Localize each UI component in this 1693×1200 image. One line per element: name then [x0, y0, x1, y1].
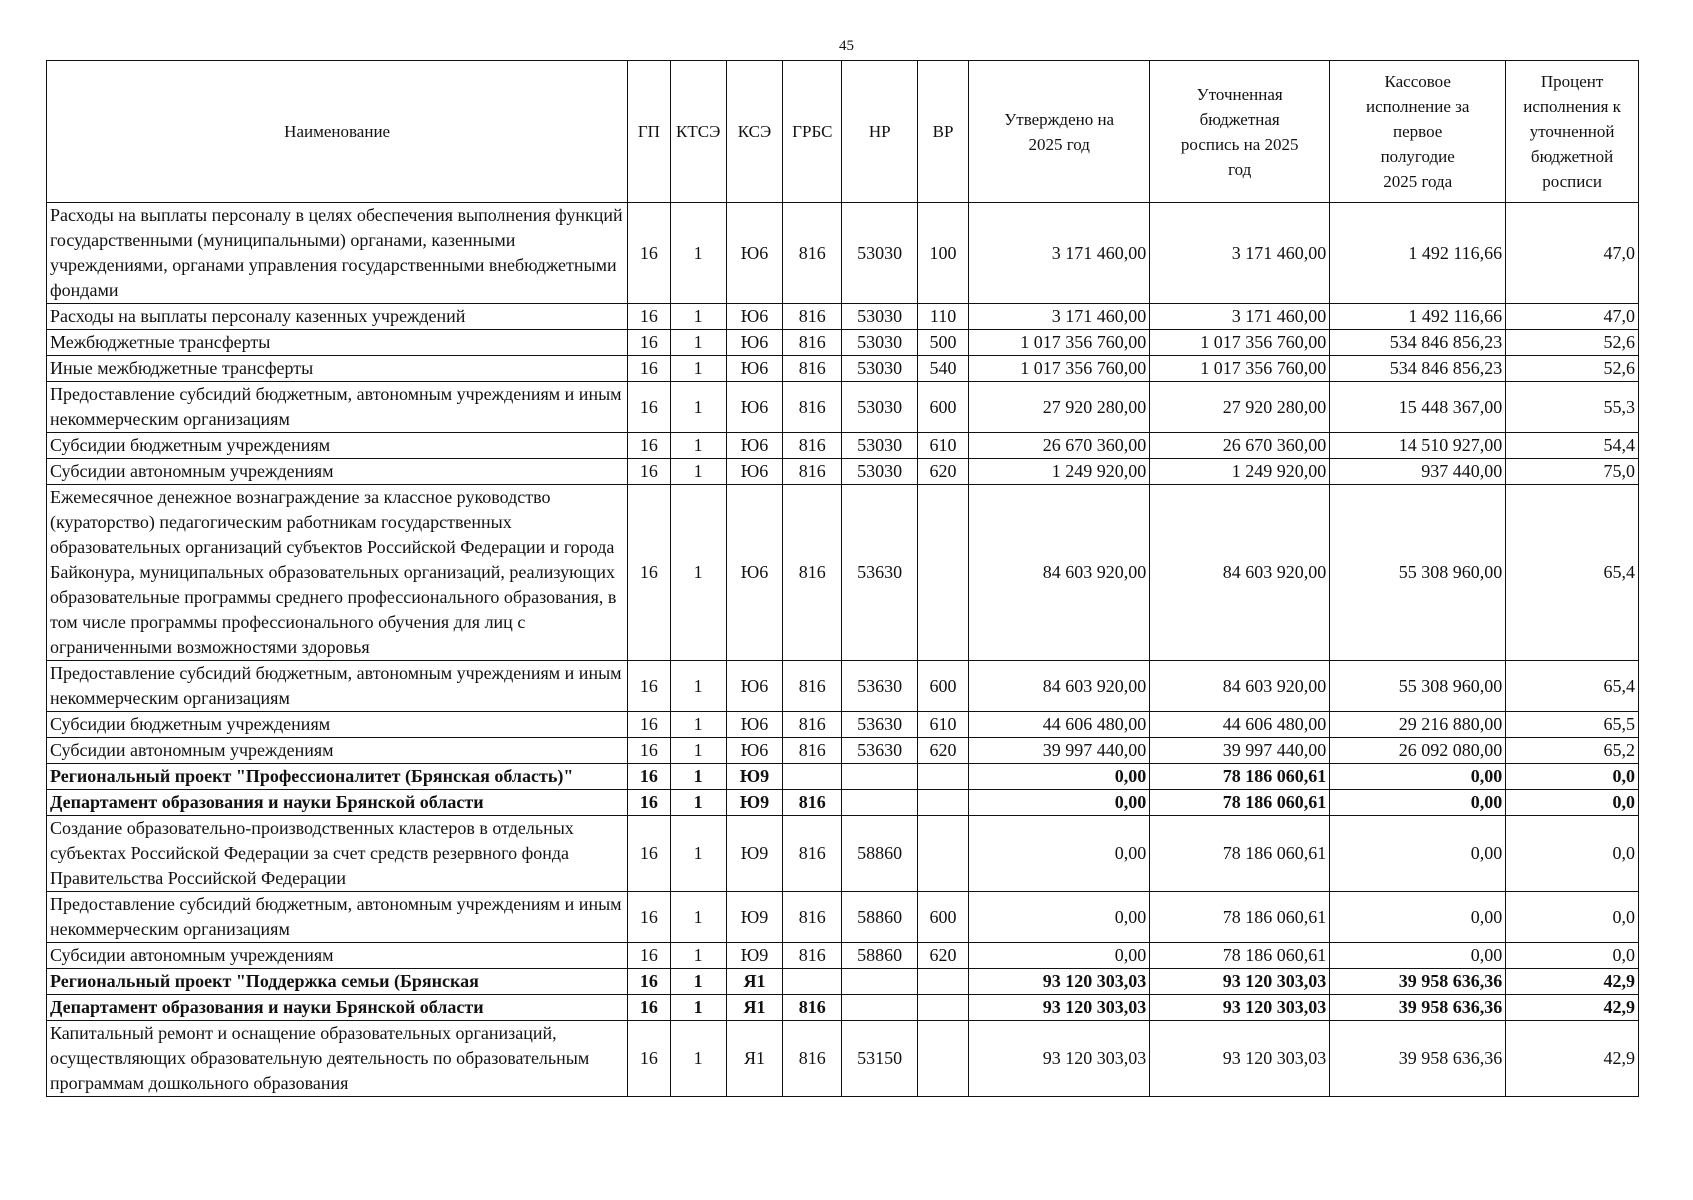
- cell-refined: 3 171 460,00: [1150, 203, 1330, 304]
- cell-vr: 600: [917, 661, 968, 712]
- cell-cash: 15 448 367,00: [1330, 382, 1506, 433]
- cell-kse: Ю6: [726, 661, 782, 712]
- cell-kse: Ю6: [726, 485, 782, 661]
- cell-gp: 16: [628, 892, 670, 943]
- cell-kse: Я1: [726, 1021, 782, 1097]
- cell-nr: 58860: [842, 943, 917, 969]
- cell-kse: Ю6: [726, 459, 782, 485]
- cell-ktse: 1: [670, 712, 726, 738]
- cell-grbs: 816: [783, 459, 842, 485]
- cell-vr: [917, 1021, 968, 1097]
- cell-grbs: 816: [783, 356, 842, 382]
- cell-percent: 0,0: [1506, 790, 1639, 816]
- cell-gp: 16: [628, 433, 670, 459]
- header-row: [47, 61, 1639, 203]
- cell-grbs: 816: [783, 816, 842, 892]
- cell-kse: Ю6: [726, 382, 782, 433]
- cell-refined: 1 249 920,00: [1150, 459, 1330, 485]
- cell-ktse: 1: [670, 433, 726, 459]
- table-row: [47, 943, 1639, 969]
- cell-approved: 93 120 303,03: [969, 969, 1150, 995]
- cell-kse: Я1: [726, 969, 782, 995]
- cell-cash: 39 958 636,36: [1330, 1021, 1506, 1097]
- cell-cash: 0,00: [1330, 943, 1506, 969]
- cell-ktse: 1: [670, 790, 726, 816]
- cell-vr: [917, 790, 968, 816]
- cell-vr: 500: [917, 330, 968, 356]
- cell-refined: 84 603 920,00: [1150, 661, 1330, 712]
- cell-name: Субсидии автономным учреждениям: [47, 943, 628, 969]
- cell-nr: 53030: [842, 203, 917, 304]
- cell-percent: 0,0: [1506, 764, 1639, 790]
- cell-grbs: 816: [783, 304, 842, 330]
- cell-gp: 16: [628, 943, 670, 969]
- cell-name: Капитальный ремонт и оснащение образовательных организаций, осуществляющих образовательную деятельность по образовательным программам дошкольного образования: [47, 1021, 628, 1097]
- cell-grbs: 816: [783, 738, 842, 764]
- table-row: [47, 816, 1639, 892]
- table-row: [47, 764, 1639, 790]
- cell-vr: [917, 969, 968, 995]
- cell-gp: 16: [628, 1021, 670, 1097]
- header-approved: Утверждено на 2025 год: [969, 61, 1150, 203]
- cell-kse: Ю9: [726, 764, 782, 790]
- cell-name: Субсидии бюджетным учреждениям: [47, 712, 628, 738]
- cell-percent: 42,9: [1506, 969, 1639, 995]
- cell-gp: 16: [628, 356, 670, 382]
- cell-kse: Ю6: [726, 304, 782, 330]
- cell-kse: Ю6: [726, 330, 782, 356]
- cell-approved: 1 017 356 760,00: [969, 330, 1150, 356]
- header-cash: Кассовое исполнение за первое полугодие 2025 года: [1330, 61, 1506, 203]
- cell-approved: 0,00: [969, 790, 1150, 816]
- cell-percent: 0,0: [1506, 943, 1639, 969]
- cell-name: Расходы на выплаты персоналу казенных учреждений: [47, 304, 628, 330]
- cell-vr: 620: [917, 738, 968, 764]
- table-row: [47, 304, 1639, 330]
- cell-kse: Я1: [726, 995, 782, 1021]
- cell-ktse: 1: [670, 203, 726, 304]
- header-percent: Процент исполнения к уточненной бюджетной росписи: [1506, 61, 1639, 203]
- cell-refined: 78 186 060,61: [1150, 816, 1330, 892]
- cell-gp: 16: [628, 995, 670, 1021]
- cell-approved: 39 997 440,00: [969, 738, 1150, 764]
- cell-cash: 1 492 116,66: [1330, 203, 1506, 304]
- cell-vr: 600: [917, 892, 968, 943]
- cell-gp: 16: [628, 790, 670, 816]
- cell-nr: 53030: [842, 304, 917, 330]
- cell-refined: 27 920 280,00: [1150, 382, 1330, 433]
- cell-gp: 16: [628, 304, 670, 330]
- cell-vr: [917, 995, 968, 1021]
- cell-refined: 39 997 440,00: [1150, 738, 1330, 764]
- cell-name: Создание образовательно-производственных кластеров в отдельных субъектах Российской Федерации за счет средств резервного фонда Правительства Российской Федерации: [47, 816, 628, 892]
- table-row: [47, 969, 1639, 995]
- cell-nr: 53630: [842, 661, 917, 712]
- cell-kse: Ю6: [726, 738, 782, 764]
- cell-name: Субсидии автономным учреждениям: [47, 738, 628, 764]
- cell-cash: 534 846 856,23: [1330, 356, 1506, 382]
- cell-approved: 0,00: [969, 764, 1150, 790]
- cell-percent: 47,0: [1506, 203, 1639, 304]
- cell-grbs: 816: [783, 485, 842, 661]
- cell-grbs: 816: [783, 712, 842, 738]
- cell-percent: 65,4: [1506, 661, 1639, 712]
- cell-grbs: 816: [783, 790, 842, 816]
- cell-cash: 29 216 880,00: [1330, 712, 1506, 738]
- cell-approved: 0,00: [969, 943, 1150, 969]
- cell-refined: 78 186 060,61: [1150, 790, 1330, 816]
- cell-percent: 65,5: [1506, 712, 1639, 738]
- cell-vr: [917, 764, 968, 790]
- table-row: [47, 459, 1639, 485]
- cell-approved: 3 171 460,00: [969, 203, 1150, 304]
- cell-cash: 14 510 927,00: [1330, 433, 1506, 459]
- header-gp: ГП: [628, 61, 670, 203]
- header-nr: НР: [842, 61, 917, 203]
- cell-name: Субсидии автономным учреждениям: [47, 459, 628, 485]
- cell-kse: Ю6: [726, 356, 782, 382]
- cell-refined: 93 120 303,03: [1150, 969, 1330, 995]
- cell-approved: 26 670 360,00: [969, 433, 1150, 459]
- cell-refined: 3 171 460,00: [1150, 304, 1330, 330]
- cell-kse: Ю9: [726, 816, 782, 892]
- cell-name: Предоставление субсидий бюджетным, автономным учреждениям и иным некоммерческим организациям: [47, 892, 628, 943]
- cell-gp: 16: [628, 738, 670, 764]
- table-row: [47, 203, 1639, 304]
- cell-percent: 47,0: [1506, 304, 1639, 330]
- cell-name: Субсидии бюджетным учреждениям: [47, 433, 628, 459]
- header-kse: КСЭ: [726, 61, 782, 203]
- cell-ktse: 1: [670, 816, 726, 892]
- cell-approved: 84 603 920,00: [969, 485, 1150, 661]
- cell-ktse: 1: [670, 1021, 726, 1097]
- table-row: [47, 661, 1639, 712]
- cell-cash: 39 958 636,36: [1330, 969, 1506, 995]
- cell-refined: 93 120 303,03: [1150, 1021, 1330, 1097]
- cell-cash: 55 308 960,00: [1330, 485, 1506, 661]
- cell-vr: 620: [917, 943, 968, 969]
- cell-percent: 42,9: [1506, 1021, 1639, 1097]
- cell-name: Предоставление субсидий бюджетным, автономным учреждениям и иным некоммерческим организациям: [47, 661, 628, 712]
- cell-approved: 44 606 480,00: [969, 712, 1150, 738]
- cell-ktse: 1: [670, 459, 726, 485]
- cell-kse: Ю6: [726, 203, 782, 304]
- table-row: [47, 712, 1639, 738]
- cell-refined: 78 186 060,61: [1150, 764, 1330, 790]
- table-row: [47, 356, 1639, 382]
- cell-cash: 937 440,00: [1330, 459, 1506, 485]
- cell-nr: [842, 969, 917, 995]
- cell-kse: Ю6: [726, 712, 782, 738]
- cell-cash: 55 308 960,00: [1330, 661, 1506, 712]
- cell-gp: 16: [628, 203, 670, 304]
- cell-nr: [842, 790, 917, 816]
- table-row: [47, 738, 1639, 764]
- cell-ktse: 1: [670, 892, 726, 943]
- table-row: [47, 382, 1639, 433]
- cell-nr: 53030: [842, 459, 917, 485]
- cell-nr: 58860: [842, 892, 917, 943]
- cell-gp: 16: [628, 382, 670, 433]
- cell-kse: Ю9: [726, 943, 782, 969]
- cell-vr: 100: [917, 203, 968, 304]
- cell-grbs: 816: [783, 382, 842, 433]
- cell-grbs: [783, 969, 842, 995]
- cell-name: Региональный проект "Поддержка семьи (Брянская: [47, 969, 628, 995]
- cell-name: Межбюджетные трансферты: [47, 330, 628, 356]
- cell-cash: 0,00: [1330, 790, 1506, 816]
- cell-cash: 26 092 080,00: [1330, 738, 1506, 764]
- cell-approved: 0,00: [969, 892, 1150, 943]
- table-row: [47, 790, 1639, 816]
- cell-cash: 0,00: [1330, 764, 1506, 790]
- header-vr: ВР: [917, 61, 968, 203]
- cell-refined: 78 186 060,61: [1150, 943, 1330, 969]
- cell-kse: Ю9: [726, 790, 782, 816]
- cell-nr: [842, 995, 917, 1021]
- cell-name: Предоставление субсидий бюджетным, автономным учреждениям и иным некоммерческим организациям: [47, 382, 628, 433]
- cell-vr: 610: [917, 433, 968, 459]
- cell-nr: 53150: [842, 1021, 917, 1097]
- cell-grbs: [783, 764, 842, 790]
- cell-cash: 534 846 856,23: [1330, 330, 1506, 356]
- cell-approved: 93 120 303,03: [969, 995, 1150, 1021]
- page-number: 45: [839, 38, 854, 54]
- cell-gp: 16: [628, 816, 670, 892]
- cell-vr: 540: [917, 356, 968, 382]
- cell-percent: 75,0: [1506, 459, 1639, 485]
- cell-nr: 53630: [842, 485, 917, 661]
- cell-gp: 16: [628, 330, 670, 356]
- cell-name: Ежемесячное денежное вознаграждение за классное руководство (кураторство) педагогическим работникам государственных образовательных организаций субъектов Российской Федерации и города Байконура, муниципальных образовательных организаций, реализующих образовательные программы среднего профессионального образования, в том числе программы профессионального обучения для лиц с ограниченными возможностями здоровья: [47, 485, 628, 661]
- cell-nr: [842, 764, 917, 790]
- cell-percent: 52,6: [1506, 330, 1639, 356]
- header-grbs: ГРБС: [783, 61, 842, 203]
- cell-percent: 65,4: [1506, 485, 1639, 661]
- cell-name: Расходы на выплаты персоналу в целях обеспечения выполнения функций государственными (муниципальными) органами, казенными учреждениями, органами управления государственными внебюджетными фондами: [47, 203, 628, 304]
- cell-nr: 53030: [842, 433, 917, 459]
- cell-gp: 16: [628, 661, 670, 712]
- cell-ktse: 1: [670, 485, 726, 661]
- cell-percent: 54,4: [1506, 433, 1639, 459]
- cell-kse: Ю9: [726, 892, 782, 943]
- cell-percent: 65,2: [1506, 738, 1639, 764]
- cell-nr: 53630: [842, 712, 917, 738]
- cell-refined: 26 670 360,00: [1150, 433, 1330, 459]
- cell-percent: 0,0: [1506, 816, 1639, 892]
- cell-refined: 93 120 303,03: [1150, 995, 1330, 1021]
- cell-gp: 16: [628, 485, 670, 661]
- cell-grbs: 816: [783, 1021, 842, 1097]
- cell-vr: 610: [917, 712, 968, 738]
- cell-grbs: 816: [783, 661, 842, 712]
- cell-ktse: 1: [670, 330, 726, 356]
- header-name: Наименование: [47, 61, 628, 203]
- cell-gp: 16: [628, 712, 670, 738]
- cell-nr: 53030: [842, 382, 917, 433]
- cell-grbs: 816: [783, 433, 842, 459]
- cell-approved: 1 017 356 760,00: [969, 356, 1150, 382]
- cell-cash: 39 958 636,36: [1330, 995, 1506, 1021]
- cell-approved: 0,00: [969, 816, 1150, 892]
- cell-name: Департамент образования и науки Брянской области: [47, 790, 628, 816]
- table-row: [47, 995, 1639, 1021]
- cell-refined: 78 186 060,61: [1150, 892, 1330, 943]
- cell-approved: 93 120 303,03: [969, 1021, 1150, 1097]
- cell-approved: 3 171 460,00: [969, 304, 1150, 330]
- cell-name: Иные межбюджетные трансферты: [47, 356, 628, 382]
- cell-ktse: 1: [670, 995, 726, 1021]
- cell-refined: 1 017 356 760,00: [1150, 356, 1330, 382]
- cell-grbs: 816: [783, 330, 842, 356]
- table-body: [47, 203, 1639, 1097]
- cell-kse: Ю6: [726, 433, 782, 459]
- cell-percent: 0,0: [1506, 892, 1639, 943]
- cell-refined: 84 603 920,00: [1150, 485, 1330, 661]
- cell-approved: 27 920 280,00: [969, 382, 1150, 433]
- cell-nr: 53030: [842, 330, 917, 356]
- cell-name: Департамент образования и науки Брянской области: [47, 995, 628, 1021]
- cell-ktse: 1: [670, 969, 726, 995]
- cell-nr: 53030: [842, 356, 917, 382]
- cell-cash: 1 492 116,66: [1330, 304, 1506, 330]
- cell-percent: 42,9: [1506, 995, 1639, 1021]
- cell-percent: 52,6: [1506, 356, 1639, 382]
- cell-percent: 55,3: [1506, 382, 1639, 433]
- cell-nr: 58860: [842, 816, 917, 892]
- cell-grbs: 816: [783, 892, 842, 943]
- cell-ktse: 1: [670, 304, 726, 330]
- cell-refined: 44 606 480,00: [1150, 712, 1330, 738]
- cell-vr: 600: [917, 382, 968, 433]
- table-row: [47, 485, 1639, 661]
- budget-table: [46, 60, 1639, 1097]
- cell-grbs: 816: [783, 203, 842, 304]
- header-refined: Уточненная бюджетная роспись на 2025 год: [1150, 61, 1330, 203]
- header-ktse: КТСЭ: [670, 61, 726, 203]
- cell-ktse: 1: [670, 738, 726, 764]
- cell-ktse: 1: [670, 356, 726, 382]
- cell-ktse: 1: [670, 943, 726, 969]
- cell-nr: 53630: [842, 738, 917, 764]
- cell-ktse: 1: [670, 764, 726, 790]
- cell-cash: 0,00: [1330, 892, 1506, 943]
- cell-vr: [917, 816, 968, 892]
- cell-vr: [917, 485, 968, 661]
- cell-gp: 16: [628, 459, 670, 485]
- cell-gp: 16: [628, 764, 670, 790]
- cell-approved: 1 249 920,00: [969, 459, 1150, 485]
- cell-ktse: 1: [670, 661, 726, 712]
- table-row: [47, 330, 1639, 356]
- cell-approved: 84 603 920,00: [969, 661, 1150, 712]
- cell-name: Региональный проект "Профессионалитет (Брянская область)": [47, 764, 628, 790]
- cell-cash: 0,00: [1330, 816, 1506, 892]
- table-row: [47, 1021, 1639, 1097]
- cell-gp: 16: [628, 969, 670, 995]
- cell-refined: 1 017 356 760,00: [1150, 330, 1330, 356]
- table-row: [47, 433, 1639, 459]
- cell-ktse: 1: [670, 382, 726, 433]
- cell-grbs: 816: [783, 995, 842, 1021]
- cell-vr: 110: [917, 304, 968, 330]
- cell-grbs: 816: [783, 943, 842, 969]
- table-row: [47, 892, 1639, 943]
- cell-vr: 620: [917, 459, 968, 485]
